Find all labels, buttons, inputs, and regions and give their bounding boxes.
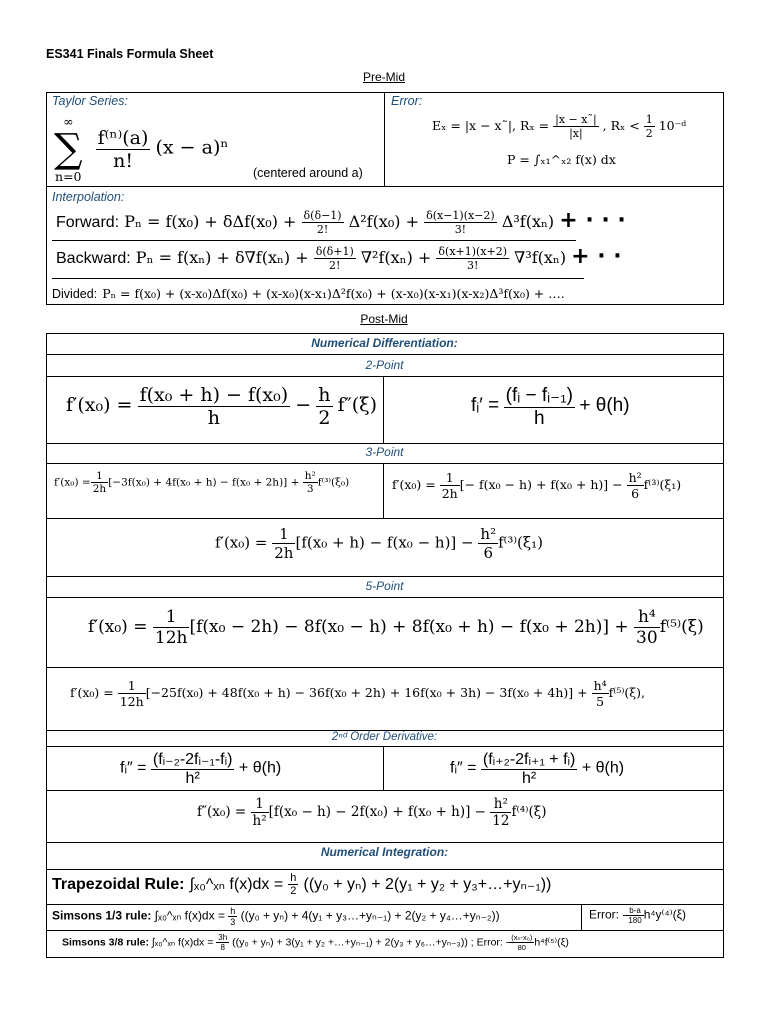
col-line: [581, 904, 582, 930]
tp-left-h-num: h: [318, 384, 331, 406]
divided-label: Divided:: [52, 287, 98, 301]
backward-part-c: ∇³f(xₙ): [514, 248, 567, 267]
so-left-a: fᵢ″ =: [120, 759, 147, 777]
s38-label: Simsons 3/8 rule:: [62, 936, 149, 949]
pre-mid-divider: [384, 92, 385, 187]
thp-right-den: 2h: [441, 486, 458, 501]
s13-err-num: b-a: [626, 906, 643, 916]
backward-part-a: Pₙ = f(xₙ) + δ∇f(xₙ) +: [135, 248, 309, 267]
trap-b: ((y₀ + yₙ) + 2(y₁ + y₂ + y₃+…+yₙ₋₁)): [303, 876, 552, 893]
forward-underline: [52, 240, 576, 241]
pre-mid-row-divider: [46, 186, 724, 187]
fp2-h-num: h⁴: [593, 678, 607, 693]
row-line: [46, 376, 724, 377]
fp1-c: f⁽⁵⁾(ξ): [659, 617, 704, 637]
thp-right-c: f⁽³⁾(ξ₁): [643, 477, 682, 492]
divided-formula: [52, 283, 565, 302]
forward-part-c: Δ³f(xₙ): [501, 212, 555, 231]
col-line: [383, 376, 384, 443]
sum-upper: ∞: [63, 114, 74, 129]
s38-a: ∫ₓ₀^ₓₙ f(x)dx =: [151, 936, 214, 949]
fp2-den: 12h: [119, 694, 144, 709]
backward-tail: + · ·: [571, 244, 622, 269]
row-line: [46, 354, 724, 355]
error-label: Error:: [391, 94, 423, 108]
thp-left-c: f⁽³⁾(ξ₀): [317, 476, 350, 489]
forward-formula: [56, 208, 626, 236]
second-order-right: [450, 749, 624, 788]
row-line: [46, 746, 724, 747]
five-point-second: [70, 678, 645, 709]
error-rel-num: |x − x˜|: [555, 113, 597, 126]
so-center-num: 1: [251, 796, 269, 813]
thp-center-num: 1: [272, 525, 295, 544]
simpson-one-third: [52, 906, 500, 927]
thp-left-h-num: h²: [304, 470, 316, 482]
so-center-a: f″(x₀) =: [197, 804, 247, 820]
fp1-h-num: h⁴: [634, 607, 660, 628]
three-point-right: [392, 470, 681, 501]
tp-left-h-den: 2: [318, 407, 331, 429]
taylor-term: (x − a)ⁿ: [155, 136, 229, 159]
so-right-b: + θ(h): [581, 759, 625, 777]
backward-formula: [56, 244, 622, 272]
tp-left-a: f′(x₀) =: [66, 394, 133, 416]
section-pre-mid: Pre-Mid: [362, 70, 405, 84]
forward-f1-den: 2!: [316, 223, 329, 236]
fp2-a: f′(x₀) =: [70, 685, 114, 700]
three-point-center: [215, 525, 543, 562]
thp-right-h-den: 6: [631, 486, 640, 501]
s13-den: 3: [230, 917, 236, 927]
error-integral: P = ∫ₓ₁^ₓ₂ f(x) dx: [507, 152, 616, 167]
s38-err-label: ; Error: -: [470, 936, 510, 949]
thp-center-den: 2h: [274, 544, 294, 562]
backward-f1-den: 2!: [329, 259, 341, 272]
s38-err-den: 80: [517, 943, 526, 952]
error-bound: , Rₓ <: [602, 118, 640, 133]
fp1-den: 12h: [154, 628, 188, 648]
error-power: 10⁻ᵈ: [658, 118, 687, 133]
forward-f2-num: δ(x−1)(x−2): [426, 209, 495, 222]
document-title: ES341 Finals Formula Sheet: [46, 47, 214, 61]
row-line: [46, 842, 724, 843]
thp-left-num: 1: [91, 470, 108, 483]
row-line: [46, 463, 724, 464]
trapezoidal-rule: [52, 872, 551, 897]
row-line: [46, 443, 724, 444]
tp-right-a: fᵢ′ =: [471, 395, 500, 417]
two-point-right: [471, 384, 630, 430]
backward-f2-num: δ(x+1)(x+2): [438, 245, 508, 258]
s13-label: Simsons 1/3 rule:: [52, 908, 152, 923]
tp-right-num: (fᵢ − fᵢ₋₁): [505, 385, 573, 406]
fp2-b: [−25f(x₀) + 48f(x₀ + h) − 36f(x₀ + 2h) + 16f(x₀ + 3h) − 3f(x₀ + 4h)] +: [145, 685, 588, 700]
so-center-h-num: h²: [490, 796, 511, 813]
taylor-denominator: n!: [113, 149, 133, 172]
col-line: [383, 746, 384, 790]
row-line: [46, 790, 724, 791]
section-post-mid: Post-Mid: [360, 312, 408, 326]
fp2-h-den: 5: [596, 694, 605, 709]
simpson-one-third-error: [589, 906, 686, 925]
s38-den: 8: [220, 943, 225, 952]
sigma-symbol: ∑: [54, 126, 83, 172]
backward-f2-den: 3!: [467, 259, 479, 272]
fp1-h-den: 30: [636, 628, 658, 648]
s13-a: ∫ₓ₀^ₓₙ f(x)dx =: [154, 908, 225, 923]
thp-center-c: f⁽³⁾(ξ₁): [498, 533, 544, 552]
tp-left-den: h: [207, 407, 220, 429]
backward-label: Backward:: [56, 250, 131, 267]
tp-right-b: + θ(h): [579, 395, 630, 417]
three-point-left: [54, 470, 349, 495]
so-center-den: h²: [252, 813, 267, 829]
thp-left-b: [−3f(x₀) + 4f(x₀ + h) − f(x₀ + 2h)] +: [108, 476, 300, 489]
so-right-den: h²: [522, 770, 537, 787]
row-line: [46, 576, 724, 577]
tp-left-num: f(x₀ + h) − f(x₀): [139, 384, 289, 406]
fp1-num: 1: [153, 607, 190, 628]
col-line: [383, 463, 384, 518]
s38-num: 3h: [218, 933, 228, 942]
five-point-first: [88, 607, 704, 648]
backward-underline: [52, 278, 584, 279]
two-point-left: [66, 384, 377, 429]
trap-den: 2: [290, 885, 297, 897]
s13-err-b: h⁴y⁽⁴⁾(ξ): [643, 907, 686, 922]
integration-header: Numerical Integration:: [320, 845, 449, 859]
so-center-h-den: 12: [492, 813, 510, 829]
tp-right-den: h: [534, 408, 545, 429]
second-order-center: [197, 796, 546, 829]
backward-part-b: ∇²f(xₙ) +: [360, 248, 432, 267]
thp-left-a: f′(x₀) =: [54, 476, 91, 489]
s38-err-num: (xₙ-x₀): [511, 933, 533, 942]
thp-left-den: 2h: [92, 483, 107, 495]
thp-center-h-den: 6: [483, 544, 494, 562]
thp-left-h-den: 3: [306, 483, 314, 495]
so-right-num: (fᵢ₊₂-2fᵢ₊₁ + fᵢ): [482, 751, 576, 768]
trap-label: Trapezoidal Rule:: [52, 876, 185, 893]
s13-b: ((y₀ + yₙ) + 4(y₁ + y₃…+yₙ₋₁) + 2(y₂ + y₄…+yₙ₋₂)): [240, 908, 500, 923]
error-abs: Eₓ = |x − x˜|, Rₓ =: [432, 118, 550, 133]
forward-f1-num: δ(δ−1): [303, 209, 342, 222]
fp1-b: [f(x₀ − 2h) − 8f(x₀ − h) + 8f(x₀ + h) − f(x₀ + 2h)] +: [189, 617, 629, 637]
error-formula: [432, 113, 686, 140]
simpson-three-eighths: [62, 933, 569, 952]
s13-err-label: Error: -: [589, 907, 627, 922]
so-right-a: fᵢ″ =: [450, 759, 477, 777]
differentiation-header: Numerical Differentiation:: [311, 336, 458, 350]
fp2-num: 1: [118, 678, 146, 694]
forward-part-b: Δ²f(x₀) +: [348, 212, 419, 231]
thp-center-a: f′(x₀) =: [215, 533, 268, 552]
row-line: [46, 930, 724, 931]
taylor-numerator: f⁽ⁿ⁾(a): [97, 126, 149, 149]
tp-left-b: −: [295, 394, 312, 416]
second-order-header: 2ⁿᵈ Order Derivative:: [331, 731, 438, 743]
fp1-a: f′(x₀) =: [88, 617, 148, 637]
s13-err-den: 180: [628, 916, 642, 925]
thp-right-b: [− f(x₀ − h) + f(x₀ + h)] −: [459, 477, 623, 492]
divided-expression: Pₙ = f(x₀) + (x-x₀)Δf(x₀) + (x-x₀)(x-x₁)Δ²f(x₀) + (x-x₀)(x-x₁)(x-x₂)Δ³f(x₀) + ….: [102, 286, 565, 301]
thp-right-h-num: h²: [628, 470, 642, 485]
trap-a: ∫ₓ₀^ₓₙ f(x)dx =: [189, 876, 284, 893]
fp2-c: f⁽⁵⁾(ξ),: [608, 685, 646, 700]
tp-left-c: f″(ξ): [337, 394, 378, 416]
so-left-num: (fᵢ₋₂-2fᵢ₋₁-fᵢ): [152, 751, 233, 768]
error-half-num: 1: [645, 113, 653, 126]
so-center-b: [f(x₀ − h) − 2f(x₀) + f(x₀ + h)] −: [268, 804, 486, 820]
forward-label: Forward:: [56, 214, 120, 231]
thp-center-b: [f(x₀ + h) − f(x₀ − h)] −: [295, 533, 474, 552]
interpolation-label: Interpolation:: [52, 190, 125, 204]
row-line: [46, 869, 724, 870]
two-point-header: 2-Point: [365, 358, 404, 372]
error-rel-den: |x|: [569, 127, 583, 140]
thp-center-h-num: h²: [480, 525, 497, 543]
row-line: [46, 597, 724, 598]
row-line: [46, 518, 724, 519]
row-line: [46, 904, 724, 905]
sum-lower: n=0: [55, 169, 82, 184]
s38-err-b: h⁴f⁽⁵⁾(ξ): [534, 936, 569, 949]
thp-right-a: f′(x₀) =: [392, 477, 436, 492]
backward-f1-num: δ(δ+1): [315, 245, 354, 258]
taylor-label: Taylor Series:: [52, 94, 128, 108]
five-point-header: 5-Point: [365, 579, 404, 593]
so-left-den: h²: [185, 770, 200, 787]
three-point-header: 3-Point: [365, 445, 404, 459]
s38-b: ((y₀ + yₙ) + 3(y₁ + y₂ +…+yₙ₋₁) + 2(y₃ + y₆…+yₙ₋₃)): [232, 936, 468, 949]
taylor-formula: [52, 114, 229, 184]
forward-tail: + · · ·: [559, 208, 626, 233]
so-left-b: + θ(h): [238, 759, 282, 777]
forward-f2-den: 3!: [454, 223, 467, 236]
taylor-note: (centered around a): [253, 166, 363, 180]
error-half-den: 2: [645, 127, 653, 140]
s13-num: h: [230, 906, 236, 916]
row-line: [46, 667, 724, 668]
trap-num: h: [290, 872, 297, 884]
second-order-left: [120, 749, 281, 788]
forward-part-a: Pₙ = f(x₀) + δΔf(x₀) +: [124, 212, 297, 231]
so-center-c: f⁽⁴⁾(ξ): [511, 804, 547, 820]
thp-right-num: 1: [440, 470, 460, 486]
